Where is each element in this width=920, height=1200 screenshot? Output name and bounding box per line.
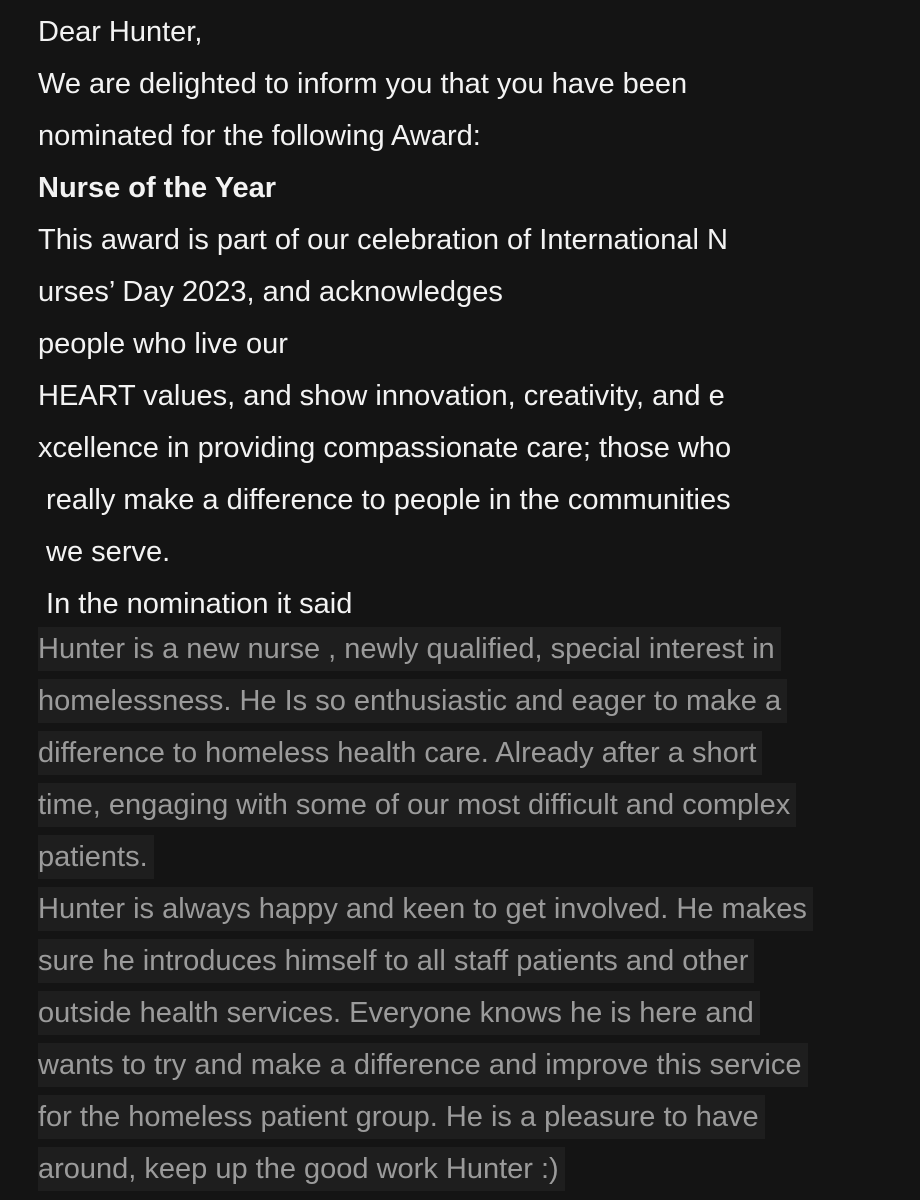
quote-line: around, keep up the good work Hunter :) — [38, 1147, 565, 1191]
quote-line: sure he introduces himself to all staff patients and other — [38, 939, 754, 983]
intro-line: nominated for the following Award: — [38, 120, 481, 152]
quote-line: patients. — [38, 835, 154, 879]
quote-line: Hunter is always happy and keen to get involved. He makes — [38, 887, 813, 931]
body-line: we serve. — [38, 536, 171, 568]
quote-line: wants to try and make a difference and improve this service — [38, 1043, 808, 1087]
quote-line: for the homeless patient group. He is a pleasure to have — [38, 1095, 765, 1139]
intro-line: We are delighted to inform you that you have been — [38, 68, 688, 100]
quote-line: homelessness. He Is so enthusiastic and eager to make a — [38, 679, 787, 723]
greeting: Dear Hunter, — [38, 16, 203, 48]
body-line: In the nomination it said — [38, 588, 353, 620]
body-line: urses’ Day 2023, and acknowledges — [38, 276, 503, 308]
quote-line: difference to homeless health care. Already after a short — [38, 731, 762, 775]
quote-line: time, engaging with some of our most difficult and complex — [38, 783, 796, 827]
quote-line: Hunter is a new nurse , newly qualified, special interest in — [38, 627, 781, 671]
body-line: xcellence in providing compassionate care; those who — [38, 432, 732, 464]
body-line: HEART values, and show innovation, creativity, and e — [38, 380, 725, 412]
quote-line: outside health services. Everyone knows he is here and — [38, 991, 760, 1035]
body-line: people who live our — [38, 328, 288, 360]
award-name: Nurse of the Year — [38, 172, 277, 204]
body-line: really make a difference to people in the communities — [38, 484, 731, 516]
body-line: This award is part of our celebration of International N — [38, 224, 728, 256]
